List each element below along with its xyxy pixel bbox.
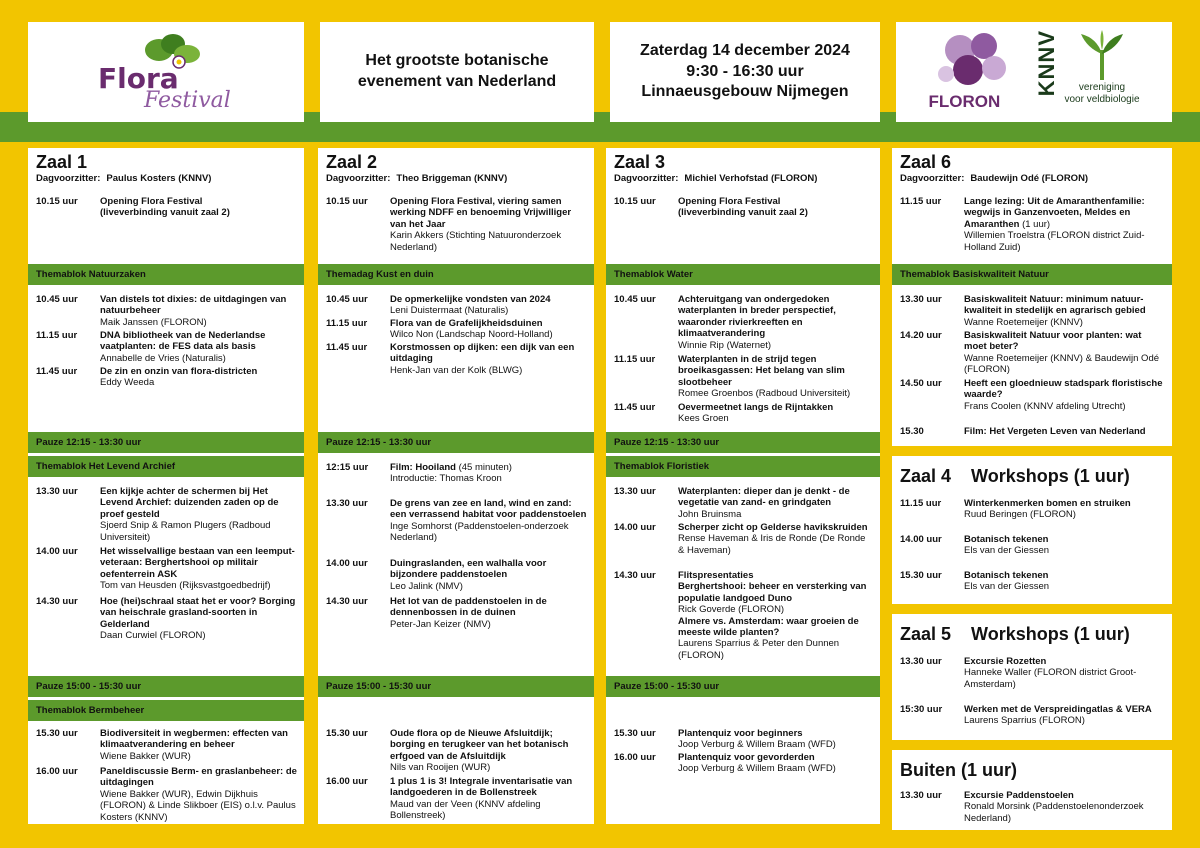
entry-time: 10.15 uur xyxy=(36,196,78,207)
entry-text xyxy=(964,330,1172,376)
entry-time: 12:15 uur xyxy=(326,462,369,473)
zaal2-pause-2: Pauze 15:00 - 15:30 uur xyxy=(318,676,594,697)
zaal2-entry-9 xyxy=(318,728,594,774)
entry-time: 15.30 uur xyxy=(614,728,656,739)
entry-time: 15.30 xyxy=(900,426,924,437)
entry-speaker: Els van der Giessen xyxy=(964,545,1050,557)
entry-speaker: Leni Duistermaat (Naturalis) xyxy=(390,305,509,317)
zaal1-chair xyxy=(28,173,304,188)
entry-text xyxy=(390,776,594,822)
entry-text xyxy=(390,462,594,485)
entry-time: 11.45 uur xyxy=(326,342,368,353)
zaal2-title: Zaal 2 xyxy=(326,152,378,172)
zaal2-entry-7 xyxy=(318,558,594,592)
entry-title: Almere vs. Amsterdam: waar groeien de meeste wilde planten? xyxy=(678,615,859,638)
zaal6-entry-3 xyxy=(892,330,1172,376)
event-info-box xyxy=(610,22,880,122)
entry-speaker: Laurens Sparrius & Peter den Dunnen (FLORON) xyxy=(678,638,840,661)
event-time: 9:30 - 16:30 uur xyxy=(686,62,804,80)
tagline-line1: Het grootste botanische xyxy=(365,52,549,70)
entry-text xyxy=(100,546,304,592)
entry-title: (45 minuten) xyxy=(455,462,512,473)
entry-text xyxy=(964,498,1172,521)
entry-speaker: Willemien Troelstra (FLORON district Zuid-Holland Zuid) xyxy=(964,230,1145,253)
entry-speaker: Peter-Jan Keizer (NMV) xyxy=(390,618,491,630)
entry-text xyxy=(964,426,1172,437)
entry-text xyxy=(100,330,304,364)
entry-text xyxy=(100,766,304,823)
entry-time: 11.15 uur xyxy=(900,196,942,207)
entry-title: Het wisselvallige bestaan van een leemput-veteraan: Berghertshooi op militair oefenterrein ASK xyxy=(100,546,295,580)
zaal1-entry-7 xyxy=(28,596,304,642)
entry-time: 14.00 uur xyxy=(326,558,368,569)
entry-speaker: Kees Groen xyxy=(678,413,729,425)
entry-speaker: Ruud Beringen (FLORON) xyxy=(964,509,1076,521)
tagline-line2: evenement van Nederland xyxy=(357,73,557,90)
entry-speaker: Karin Akkers (Stichting Natuuronderzoek Nederland) xyxy=(390,230,562,253)
flora-festival-logo xyxy=(86,32,246,112)
entry-title: Waterplanten: dieper dan je denkt - de vegetatie van zand- en grindgaten xyxy=(678,486,850,509)
zaal3-entry-9 xyxy=(606,752,880,775)
zaal6-entry-5 xyxy=(892,426,1172,437)
entry-speaker: Wilco Non (Landschap Noord-Holland) xyxy=(390,329,553,341)
entry-text xyxy=(678,354,880,400)
entry-text xyxy=(100,596,304,642)
entry-text xyxy=(100,728,304,762)
entry-text xyxy=(678,402,880,425)
entry-text xyxy=(390,558,594,592)
buiten-title: Buiten (1 uur) xyxy=(900,760,1017,780)
entry-speaker: Wiene Bakker (WUR) xyxy=(100,750,191,762)
zaal1-entry-3 xyxy=(28,330,304,364)
zaal1-entry-1 xyxy=(28,196,304,219)
entry-text xyxy=(390,294,594,317)
zaal1-entry-4 xyxy=(28,366,304,389)
chair-text: Dagvoorzitter: xyxy=(900,173,965,184)
entry-time: 13.30 uur xyxy=(614,486,656,497)
entry-text xyxy=(678,196,880,219)
zaal2-themadag-kust-duin: Themadag Kust en duin xyxy=(318,264,594,285)
entry-text xyxy=(964,570,1172,593)
zaal1-entry-5 xyxy=(28,486,304,543)
zaal4-subtitle: Workshops (1 uur) xyxy=(971,466,1130,486)
entry-title: Plantenquiz voor gevorderden xyxy=(678,752,815,763)
knnv-sub2: voor veldbiologie xyxy=(1064,94,1140,105)
entry-time: 11.15 uur xyxy=(900,498,942,509)
entry-title: De opmerkelijke vondsten van 2024 xyxy=(390,294,551,305)
entry-speaker: Joop Verburg & Willem Braam (WFD) xyxy=(678,763,836,775)
tagline-box xyxy=(320,22,594,122)
knnv-plant-icon xyxy=(1075,30,1129,82)
entry-speaker: Annabelle de Vries (Naturalis) xyxy=(100,352,226,364)
entry-title: De grens van zee en land, wind en zand: een verrassend habitat voor paddenstoelen xyxy=(390,498,587,521)
entry-title: Oude flora op de Nieuwe Afsluitdijk; borging en terugkeer van het botanisch erfgoed van de Afsluitdijk xyxy=(390,728,569,762)
entry-time: 14.00 uur xyxy=(36,546,78,557)
entry-speaker: Inge Somhorst (Paddenstoelen-onderzoek Nederland) xyxy=(390,520,569,544)
entry-title: (liveverbinding vanuit zaal 2) xyxy=(678,207,808,219)
entry-title: Achteruitgang van ondergedoken waterplanten in breder perspectief, waaronder rivierkreeften en klimaatverandering xyxy=(678,294,836,340)
entry-text xyxy=(678,522,880,556)
event-date: Zaterdag 14 december 2024 xyxy=(640,41,850,59)
entry-title: Lange lezing: Uit de Amaranthenfamilie: wegwijs in Ganzenvoeten, Meldes en Amaranthen (1 uur) xyxy=(964,196,1145,230)
zaal6-chair xyxy=(892,173,1172,188)
entry-title: Het lot van de paddenstoelen in de dennenbossen in de duinen xyxy=(390,596,547,619)
zaal4-entry-1 xyxy=(892,498,1172,521)
zaal1-title: Zaal 1 xyxy=(36,152,88,172)
entry-title: Biodiversiteit in wegbermen: effecten van klimaatverandering en beheer xyxy=(100,728,288,751)
zaal1-entry-9 xyxy=(28,766,304,823)
entry-speaker: Tom van Heusden (Rijksvastgoedbedrijf) xyxy=(100,580,271,592)
zaal6-entry-4 xyxy=(892,378,1172,412)
zaal2-entry-6 xyxy=(318,498,594,544)
zaal2-entry-3 xyxy=(318,318,594,341)
knnv-logo xyxy=(1034,30,1139,114)
entry-speaker: Laurens Sparrius (FLORON) xyxy=(964,715,1085,727)
zaal2-entry-5 xyxy=(318,462,594,485)
chair-text: Dagvoorzitter: xyxy=(614,173,679,184)
zaal2-chair xyxy=(318,173,594,188)
chair-text: Dagvoorzitter: xyxy=(326,173,391,184)
zaal5-title: Zaal 5 xyxy=(900,624,952,644)
entry-text xyxy=(390,342,594,376)
entry-title: Opening Flora Festival, viering samen werking NDFF en benoeming Vrijwilliger van het Jaar xyxy=(390,196,572,230)
entry-speaker: Eddy Weeda xyxy=(100,377,155,389)
knnv-text: KNNV xyxy=(1034,30,1060,97)
entry-title: Opening Flora Festival xyxy=(100,196,203,207)
chair-text: Dagvoorzitter: xyxy=(36,173,101,184)
entry-speaker: Rense Haveman & Iris de Ronde (De Ronde & Haveman) xyxy=(678,533,866,556)
entry-title: Basiskwaliteit Natuur: minimum natuur-kwaliteit in stedelijk en agrarisch gebied xyxy=(964,294,1146,317)
zaal2-entry-1 xyxy=(318,196,594,253)
chair-text: Michiel Verhofstad (FLORON) xyxy=(684,173,818,184)
zaal6-box xyxy=(892,148,1172,446)
entry-title: Flora van de Grafelijkheidsduinen xyxy=(390,318,543,329)
chair-text: Paulus Kosters (KNNV) xyxy=(106,173,212,184)
zaal3-entry-6 xyxy=(606,522,880,556)
entry-speaker: Frans Coolen (KNNV afdeling Utrecht) xyxy=(964,400,1126,412)
partner-logos-box xyxy=(896,22,1172,122)
zaal1-entry-6 xyxy=(28,546,304,592)
zaal1-entry-8 xyxy=(28,728,304,762)
entry-title: Paneldiscussie Berm- en graslanbeheer: de uitdagingen xyxy=(100,766,297,789)
entry-title: Film: Hooiland (45 minuten) xyxy=(390,462,512,473)
entry-text xyxy=(964,196,1172,253)
entry-time: 15.30 uur xyxy=(900,570,942,581)
zaal3-entry-3 xyxy=(606,354,880,400)
entry-text xyxy=(100,486,304,543)
entry-title: Excursie Paddenstoelen xyxy=(964,790,1074,801)
zaal3-pause-1: Pauze 12:15 - 13:30 uur xyxy=(606,432,880,453)
buiten-entry-1 xyxy=(892,790,1172,824)
entry-title: Winterkenmerken bomen en struiken xyxy=(964,498,1131,509)
buiten-box xyxy=(892,750,1172,830)
chair-text: Baudewijn Odé (FLORON) xyxy=(970,173,1089,184)
entry-title: Film: Het Vergeten Leven van Nederland xyxy=(964,426,1146,437)
entry-time: 11.45 uur xyxy=(36,366,78,377)
zaal5-entry-2 xyxy=(892,704,1172,727)
entry-time: 10.15 uur xyxy=(614,196,656,207)
zaal3-entry-5 xyxy=(606,486,880,520)
entry-speaker: Joop Verburg & Willem Braam (WFD) xyxy=(678,739,836,751)
logo-flora-text: Flora xyxy=(98,62,179,95)
entry-title: Heeft een gloednieuw stadspark floristische waarde? xyxy=(964,378,1163,401)
entry-time: 10.15 uur xyxy=(326,196,368,207)
zaal5-title-row xyxy=(892,614,1172,645)
entry-title: 1 plus 1 is 3! Integrale inventarisatie van landgoederen in de Bollenstreek xyxy=(390,776,573,799)
entry-title: Scherper zicht op Gelderse havikskruiden xyxy=(678,522,868,533)
entry-title: Hoe (hei)schraal staat het er voor? Borging van heischrale grasland-soorten in Gelderland xyxy=(100,596,296,630)
zaal3-pause-2: Pauze 15:00 - 15:30 uur xyxy=(606,676,880,697)
entry-title: Duingraslanden, een walhalla voor bijzondere paddenstoelen xyxy=(390,558,547,581)
entry-title: Berghertshooi: beheer en versterking van populatie landgoed Duno xyxy=(678,581,867,604)
entry-text xyxy=(390,728,594,774)
zaal4-entry-2 xyxy=(892,534,1172,557)
entry-time: 15.30 uur xyxy=(326,728,368,739)
zaal1-themablok-levend-archief: Themablok Het Levend Archief xyxy=(28,456,304,477)
zaal3-themablok-water: Themablok Water xyxy=(606,264,880,285)
entry-speaker: Henk-Jan van der Kolk (BLWG) xyxy=(390,364,523,376)
entry-speaker: Hanneke Waller (FLORON district Groot-Amsterdam) xyxy=(964,667,1137,690)
entry-time: 13.30 uur xyxy=(36,486,78,497)
entry-speaker: Els van der Giessen xyxy=(964,581,1050,593)
entry-title: Flitspresentaties xyxy=(678,570,754,581)
zaal6-themablok-basiskwaliteit: Themablok Basiskwaliteit Natuur xyxy=(892,264,1172,285)
zaal2-entry-4 xyxy=(318,342,594,376)
entry-title: DNA bibliotheek van de Nederlandse vaatplanten: de FES data als basis xyxy=(100,330,266,353)
entry-speaker: John Bruinsma xyxy=(678,508,742,520)
entry-time: 11.45 uur xyxy=(614,402,656,413)
flora-festival-logo-box xyxy=(28,22,304,122)
entry-title: (liveverbinding vanuit zaal 2) xyxy=(100,207,230,219)
entry-title: Excursie Rozetten xyxy=(964,656,1047,667)
entry-speaker: Maik Janssen (FLORON) xyxy=(100,316,207,328)
zaal1-pause-2: Pauze 15:00 - 15:30 uur xyxy=(28,676,304,697)
zaal5-entry-1 xyxy=(892,656,1172,690)
zaal3-entry-2 xyxy=(606,294,880,351)
entry-time: 10.45 uur xyxy=(614,294,656,305)
entry-time: 11.15 uur xyxy=(326,318,368,329)
entry-time: 14.00 uur xyxy=(900,534,942,545)
zaal3-chair xyxy=(606,173,880,188)
entry-text xyxy=(678,752,880,775)
entry-title: Botanisch tekenen xyxy=(964,534,1049,545)
entry-time: 13.30 uur xyxy=(900,656,942,667)
entry-time: 13.30 uur xyxy=(900,294,942,305)
entry-time: 15.30 uur xyxy=(36,728,78,739)
entry-title: Werken met de Verspreidingatlas & VERA xyxy=(964,704,1152,715)
entry-text xyxy=(100,294,304,328)
entry-text xyxy=(678,486,880,520)
entry-time: 16.00 uur xyxy=(614,752,656,763)
entry-speaker: Ronald Morsink (Paddenstoelenonderzoek Nederland) xyxy=(964,801,1144,824)
logo-festival-text: Festival xyxy=(144,88,231,113)
zaal2-pause-1: Pauze 12:15 - 13:30 uur xyxy=(318,432,594,453)
entry-text xyxy=(100,196,304,219)
entry-text xyxy=(964,790,1172,824)
floron-flower-icon xyxy=(932,32,1022,90)
entry-text xyxy=(678,728,880,751)
entry-time: 13.30 uur xyxy=(900,790,942,801)
entry-text xyxy=(964,534,1172,557)
entry-title: Een kijkje achter de schermen bij Het Levend Archief: duizenden zaden op de proef gesteld xyxy=(100,486,279,520)
entry-speaker: Wiene Bakker (WUR), Edwin Dijkhuis (FLORON) & Linde Slikboer (EIS) o.l.v. Paulus Kosters (KNNV) xyxy=(100,788,296,823)
entry-time: 11.15 uur xyxy=(36,330,78,341)
zaal6-entry-2 xyxy=(892,294,1172,328)
event-venue: Linnaeusgebouw Nijmegen xyxy=(641,83,849,101)
entry-time: 10.45 uur xyxy=(36,294,78,305)
zaal4-entry-3 xyxy=(892,570,1172,593)
entry-text xyxy=(390,196,594,253)
entry-title: Korstmossen op dijken: een dijk van een uitdaging xyxy=(390,342,575,365)
entry-text xyxy=(390,596,594,630)
entry-time: 14.00 uur xyxy=(614,522,656,533)
entry-time: 14.30 uur xyxy=(36,596,78,607)
entry-title: Opening Flora Festival xyxy=(678,196,781,207)
entry-speaker: Romee Groenbos (Radboud Universiteit) xyxy=(678,388,851,400)
zaal3-entry-4 xyxy=(606,402,880,425)
entry-text xyxy=(678,294,880,351)
entry-text xyxy=(964,656,1172,690)
entry-title: Waterplanten in de strijd tegen broeikasgassen: Het belang van slim slootbeheer xyxy=(678,354,845,388)
zaal2-column xyxy=(318,148,594,824)
entry-speaker: Maud van der Veen (KNNV afdeling Bollenstreek) xyxy=(390,798,541,822)
entry-speaker: Nils van Rooijen (WUR) xyxy=(390,762,491,774)
zaal1-themablok-natuurzaken: Themablok Natuurzaken xyxy=(28,264,304,285)
entry-text xyxy=(964,704,1172,727)
zaal3-entry-1 xyxy=(606,196,880,219)
entry-time: 10.45 uur xyxy=(326,294,368,305)
entry-title: Plantenquiz voor beginners xyxy=(678,728,803,739)
zaal1-pause-1: Pauze 12:15 - 13:30 uur xyxy=(28,432,304,453)
zaal6-entry-1 xyxy=(892,196,1172,253)
zaal4-title-row xyxy=(892,456,1172,487)
entry-text xyxy=(964,294,1172,328)
entry-time: 16.00 uur xyxy=(326,776,368,787)
zaal5-subtitle: Workshops (1 uur) xyxy=(971,624,1130,644)
entry-time: 14.20 uur xyxy=(900,330,942,341)
zaal3-entry-8 xyxy=(606,728,880,751)
entry-speaker: Rick Goverde (FLORON) xyxy=(678,604,785,616)
entry-time: 11.15 uur xyxy=(614,354,656,365)
entry-speaker: Daan Curwiel (FLORON) xyxy=(100,630,206,642)
zaal4-title: Zaal 4 xyxy=(900,466,952,486)
entry-title: Basiskwaliteit Natuur voor planten: wat moet beter? xyxy=(964,330,1142,353)
entry-title: De zin en onzin van flora-districten xyxy=(100,366,258,377)
entry-title: Botanisch tekenen xyxy=(964,570,1049,581)
entry-time: 14.50 uur xyxy=(900,378,942,389)
entry-title: Oevermeetnet langs de Rijntakken xyxy=(678,402,834,413)
entry-title: (1 uur) xyxy=(1019,218,1051,230)
entry-speaker: Wanne Roetemeijer (KNNV) xyxy=(964,316,1083,328)
entry-speaker: Winnie Rip (Waternet) xyxy=(678,339,772,351)
zaal3-title: Zaal 3 xyxy=(614,152,666,172)
zaal4-box xyxy=(892,456,1172,604)
entry-text xyxy=(964,378,1172,412)
entry-text xyxy=(678,570,880,661)
entry-speaker: Sjoerd Snip & Ramon Plugers (Radboud Universiteit) xyxy=(100,520,271,543)
zaal3-entry-7 xyxy=(606,570,880,661)
floron-text: FLORON xyxy=(928,92,1001,111)
entry-text xyxy=(390,498,594,544)
floron-logo xyxy=(928,32,1028,112)
entry-time: 16.00 uur xyxy=(36,766,78,777)
zaal3-themablok-floristiek: Themablok Floristiek xyxy=(606,456,880,477)
zaal1-themablok-bermbeheer: Themablok Bermbeheer xyxy=(28,700,304,721)
entry-speaker: Wanne Roetemeijer (KNNV) & Baudewijn Odé (FLORON) xyxy=(964,352,1160,376)
entry-time: 15:30 uur xyxy=(900,704,943,715)
entry-time: 13.30 uur xyxy=(326,498,368,509)
zaal2-entry-10 xyxy=(318,776,594,822)
zaal2-entry-2 xyxy=(318,294,594,317)
zaal3-column xyxy=(606,148,880,824)
entry-speaker: Introductie: Thomas Kroon xyxy=(390,473,502,485)
entry-text xyxy=(390,318,594,341)
chair-text: Theo Briggeman (KNNV) xyxy=(396,173,508,184)
zaal6-title: Zaal 6 xyxy=(900,152,952,172)
zaal1-entry-2 xyxy=(28,294,304,328)
zaal1-column xyxy=(28,148,304,824)
knnv-sub1: vereniging xyxy=(1078,82,1126,93)
entry-text xyxy=(100,366,304,389)
zaal2-entry-8 xyxy=(318,596,594,630)
zaal5-box xyxy=(892,614,1172,740)
entry-time: 14.30 uur xyxy=(326,596,368,607)
entry-title: Van distels tot dixies: de uitdagingen van natuurbeheer xyxy=(100,294,287,317)
entry-time: 14.30 uur xyxy=(614,570,656,581)
entry-speaker: Leo Jalink (NMV) xyxy=(390,580,463,592)
